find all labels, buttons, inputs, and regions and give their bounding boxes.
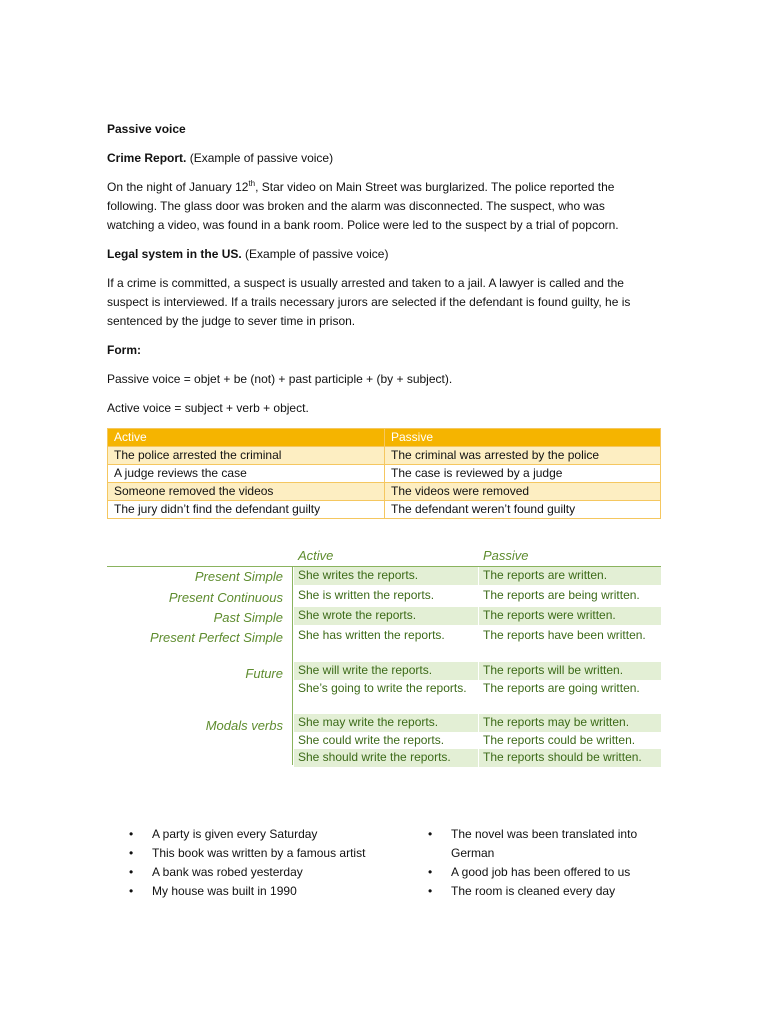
grammar-column-divider	[292, 567, 293, 765]
list-item	[107, 825, 367, 844]
crime-line-1-a: On the night of January 12	[107, 180, 249, 194]
grammar-header-passive: Passive	[483, 548, 529, 563]
grammar-active-cell: She will write the reports.	[294, 662, 478, 680]
list-item-text: My house was built in 1990	[152, 884, 297, 898]
list-item	[107, 844, 367, 863]
legal-paragraph	[107, 274, 667, 331]
list-item	[406, 882, 666, 901]
grammar-passive-cell: The reports may be written.	[479, 714, 661, 732]
label-present-simple: Present Simple	[194, 569, 283, 584]
table-cell: The case is reviewed by a judge	[385, 465, 661, 483]
table-cell: Someone removed the videos	[108, 483, 385, 501]
grammar-active-cell: She may write the reports.	[294, 714, 478, 732]
table-cell: The defendant weren’t found guilty	[385, 501, 661, 519]
table-row	[108, 447, 661, 465]
crime-line-1-sup: th	[248, 179, 256, 188]
list-item-text: A good job has been offered to us	[451, 865, 631, 879]
grammar-passive-cell: The reports will be written.	[479, 662, 661, 680]
crime-report-heading	[107, 149, 667, 168]
table-header-passive: Passive	[385, 429, 661, 447]
grammar-active-cell: She’s going to write the reports.	[298, 681, 467, 695]
label-modals: Modals verbs	[205, 718, 283, 733]
page-title: Passive voice	[107, 122, 186, 136]
bullet-icon: •	[428, 884, 433, 898]
legal-heading	[107, 245, 667, 264]
bullet-icon: •	[428, 865, 433, 879]
table-header-active: Active	[108, 429, 385, 447]
list-item-text: This book was written by a famous artist	[152, 846, 366, 860]
grammar-passive-cell: The reports are being written.	[483, 588, 640, 602]
table-cell: The jury didn’t find the defendant guilty	[108, 501, 385, 519]
grammar-passive-cell: The reports should be written.	[479, 749, 661, 767]
legal-heading-bold: Legal system in the US.	[107, 247, 242, 261]
crime-line-1-b: , Star video on Main Street was burglarized. The police reported the	[255, 180, 615, 194]
form-heading: Form:	[107, 343, 141, 357]
grammar-active-cell: She wrote the reports.	[294, 607, 478, 625]
list-item	[107, 882, 367, 901]
label-future: Future	[245, 666, 283, 681]
bullet-icon: •	[428, 827, 433, 841]
grammar-passive-cell: The reports are written.	[479, 567, 661, 585]
grammar-header-active: Active	[298, 548, 334, 563]
crime-report-heading-note: (Example of passive voice)	[186, 151, 334, 165]
table-row	[108, 483, 661, 501]
list-item	[406, 825, 666, 863]
crime-line-2: following. The glass door was broken and the alarm was disconnected. The suspect, who was	[107, 199, 605, 213]
bullet-icon: •	[129, 827, 134, 841]
example-list-left	[107, 825, 367, 901]
grammar-passive-cell: The reports have been written.	[483, 628, 646, 642]
list-item	[107, 863, 367, 882]
active-formula: Active voice = subject + verb + object.	[107, 401, 309, 415]
grammar-passive-cell: The reports were written.	[479, 607, 661, 625]
table-cell: The criminal was arrested by the police	[385, 447, 661, 465]
table-row	[108, 501, 661, 519]
example-list-right	[406, 825, 666, 901]
grammar-active-cell: She could write the reports.	[298, 733, 445, 747]
grammar-active-cell: She writes the reports.	[294, 567, 478, 585]
crime-report-heading-bold: Crime Report.	[107, 151, 187, 165]
list-item-text: The room is cleaned every day	[451, 884, 616, 898]
bullet-icon: •	[129, 865, 134, 879]
list-item-text: The novel was been translated into German	[451, 827, 638, 860]
crime-report-paragraph	[107, 178, 667, 235]
list-item	[406, 863, 666, 882]
active-passive-table	[107, 428, 661, 519]
table-cell: The police arrested the criminal	[108, 447, 385, 465]
bullet-icon: •	[129, 884, 134, 898]
grammar-active-cell: She has written the reports.	[298, 628, 445, 642]
bullet-icon: •	[129, 846, 134, 860]
table-header-row	[108, 429, 661, 447]
label-past-simple: Past Simple	[213, 610, 283, 625]
grammar-active-cell: She should write the reports.	[294, 749, 478, 767]
grammar-active-cell: She is written the reports.	[298, 588, 435, 602]
crime-line-3: watching a video, was found in a bank room. Police were led to the suspect by a trial of popcorn.	[107, 218, 619, 232]
crime-line-1	[107, 178, 667, 197]
list-item-text: A party is given every Saturday	[152, 827, 318, 841]
label-present-continuous: Present Continuous	[168, 590, 283, 605]
passive-formula: Passive voice = objet + be (not) + past participle + (by + subject).	[107, 372, 453, 386]
legal-heading-note: (Example of passive voice)	[241, 247, 389, 261]
table-cell: A judge reviews the case	[108, 465, 385, 483]
legal-line-2: suspect is interviewed. If a trails necessary jurors are selected if the defendant is found guilty, he is	[107, 295, 631, 309]
grammar-passive-cell: The reports are going written.	[483, 681, 640, 695]
table-cell: The videos were removed	[385, 483, 661, 501]
label-present-perfect: Present Perfect Simple	[150, 630, 283, 645]
list-item-text: A bank was robed yesterday	[152, 865, 303, 879]
legal-line-1: If a crime is committed, a suspect is usually arrested and taken to a jail. A lawyer is called and the	[107, 276, 624, 290]
table-row	[108, 465, 661, 483]
legal-line-3: sentenced by the judge to sever time in prison.	[107, 314, 356, 328]
grammar-passive-cell: The reports could be written.	[483, 733, 636, 747]
